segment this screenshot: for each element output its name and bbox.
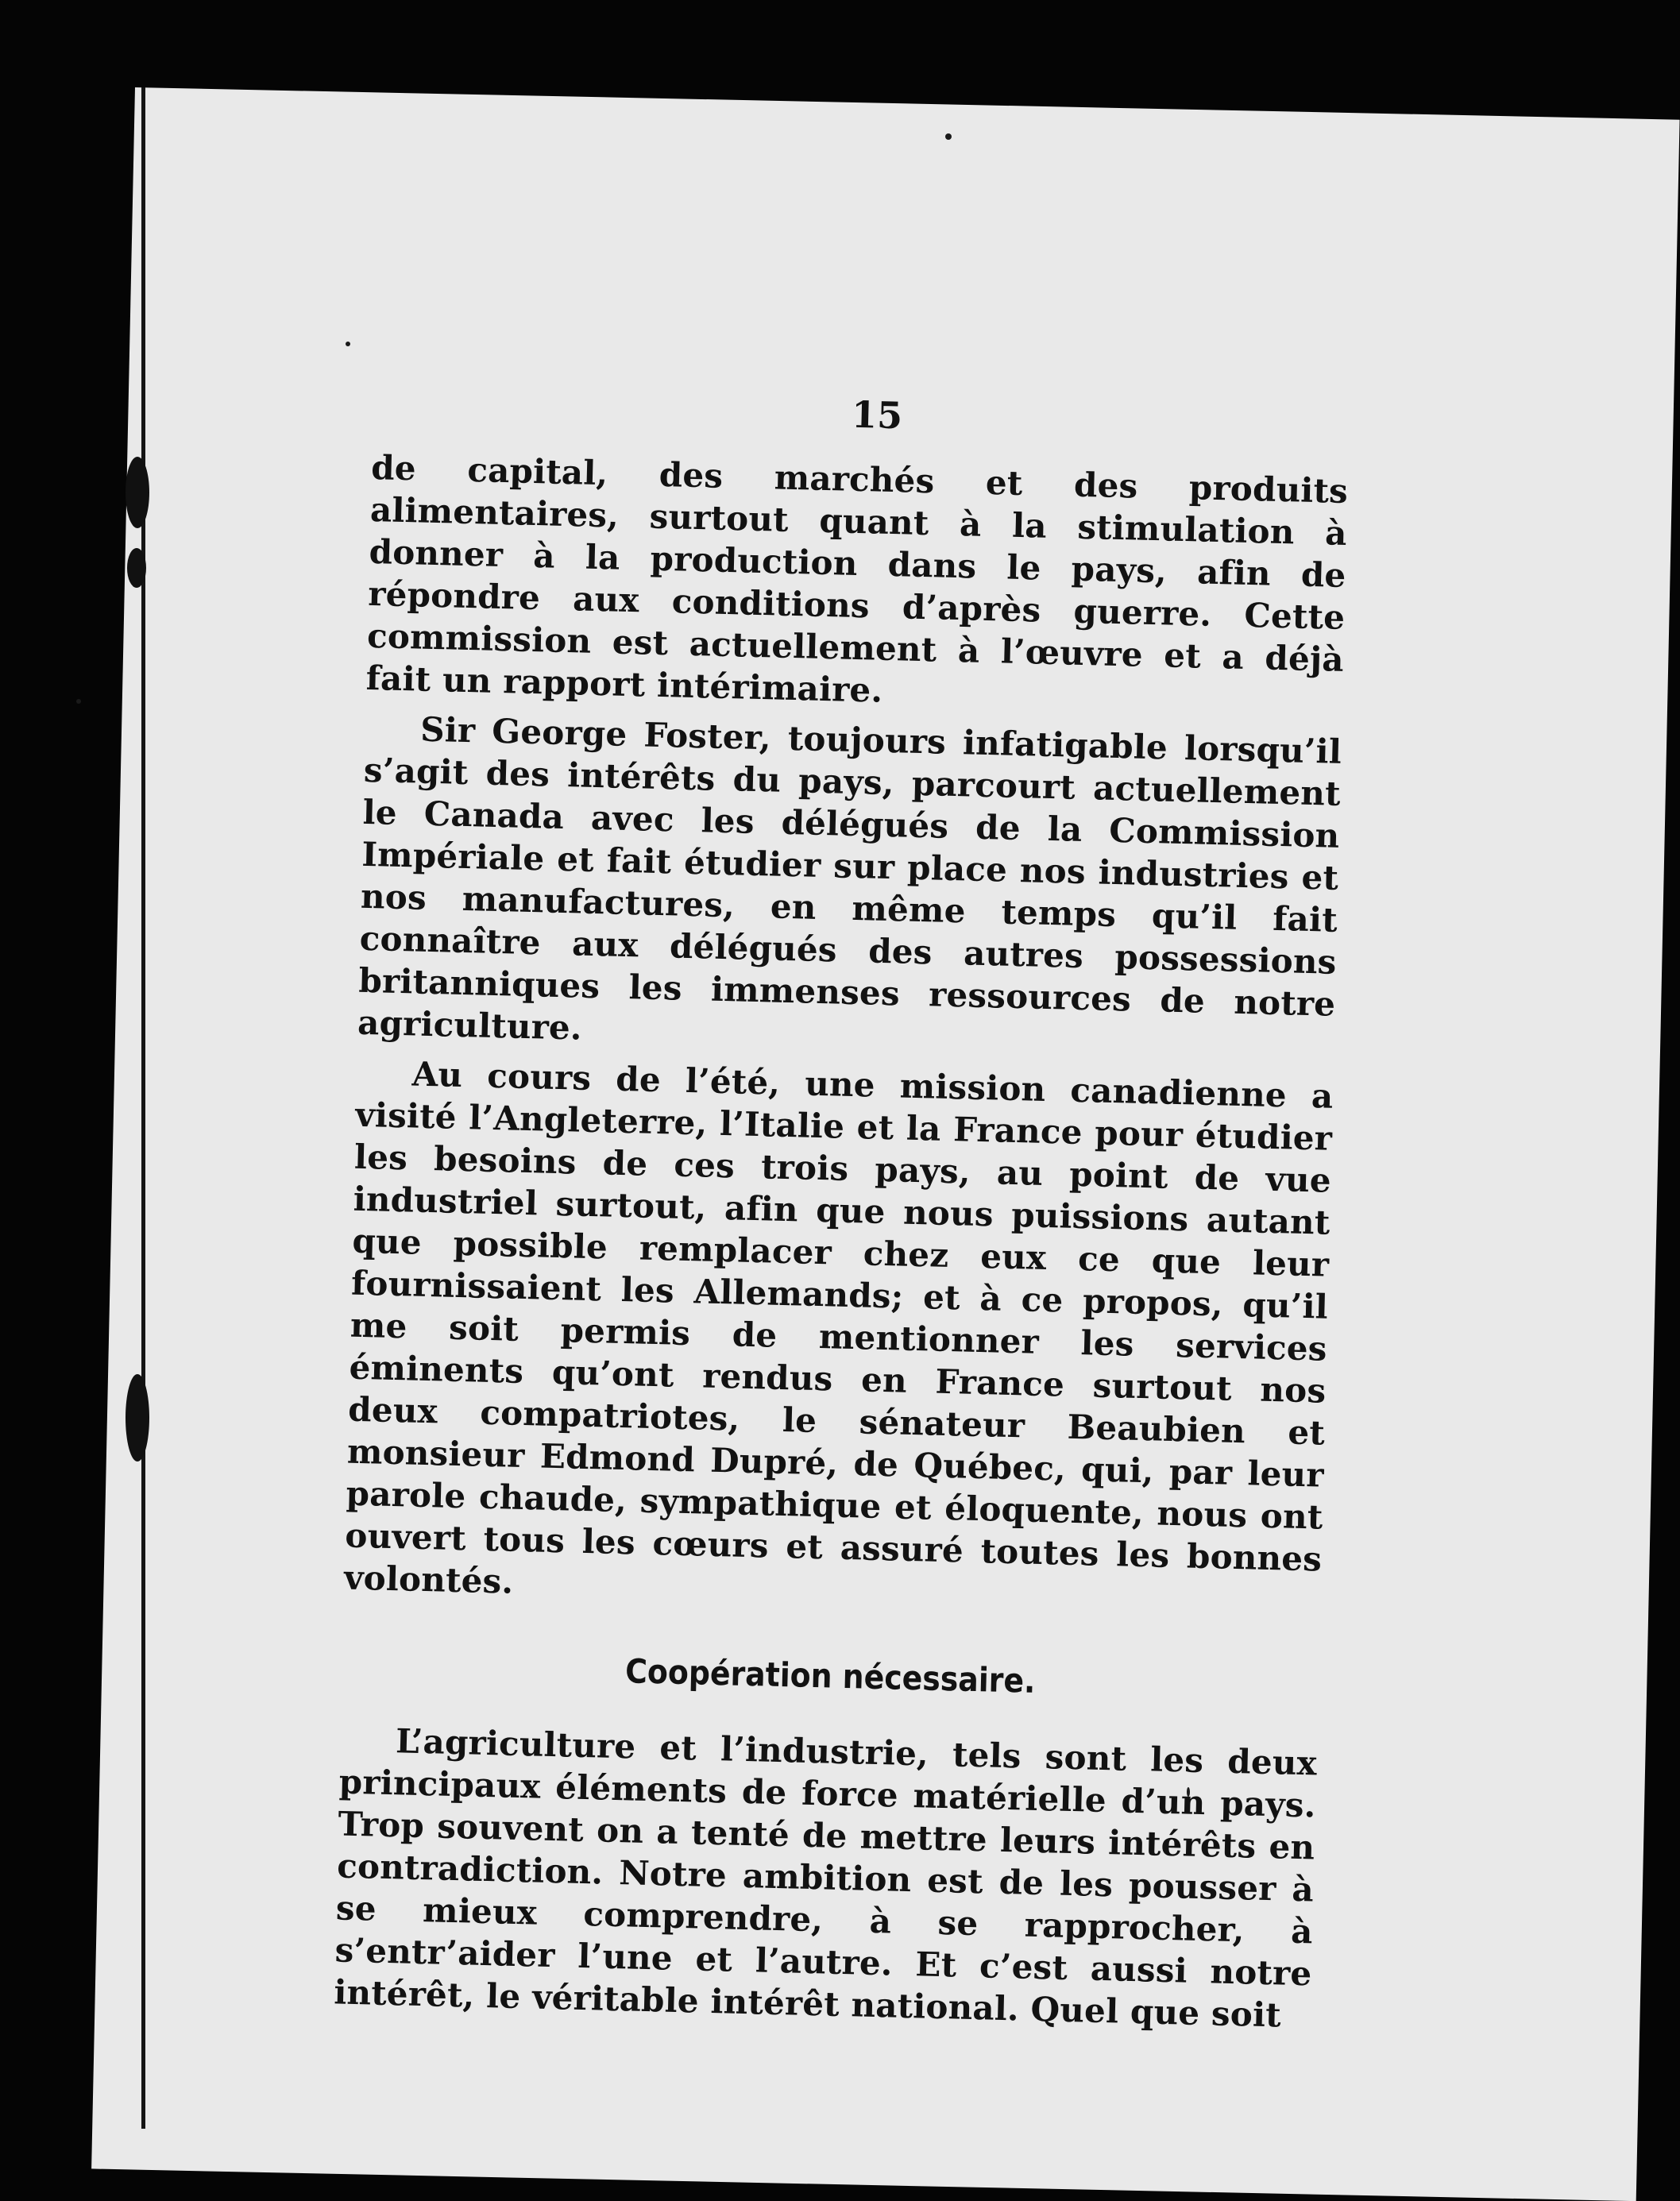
paragraph: de capital, des marchés et des produits alimentaires, surtout quant à la stimulation à donner à la production dans le pays, afin de répondre aux conditions d’après guerre. Cette commission est actuellement à l’œuvre et a déjà fait un rapport intérimaire. bbox=[365, 447, 1349, 710]
ink-blot bbox=[126, 1374, 149, 1462]
section-heading: Coopération nécessaire. bbox=[624, 1651, 1037, 1701]
document-body bbox=[334, 381, 1350, 2045]
dust-speck bbox=[945, 133, 952, 140]
dust-speck bbox=[346, 342, 350, 346]
paragraph: L’agriculture et l’industrie, tels sont les deux principaux éléments de force matérielle d’un pays. Trop souvent on a tenté de mettre leurs intérêts en contradiction. Notre ambition est de les pousser à se mieux comprendre, à se rapprocher, à s’entr’aider l’une et l’autre. Et c’est aussi notre intérêt, le véritable intérêt national. Quel que soit bbox=[333, 1721, 1318, 2035]
ink-blot bbox=[126, 457, 149, 528]
dust-speck bbox=[76, 699, 81, 704]
ink-blot bbox=[127, 548, 146, 588]
paragraph: Sir George Foster, toujours infatigable lorsqu’il s’agit des intérêts du pays, parcourt actuellement le Canada avec les délégués de la Commission Impériale et fait étudier sur place nos industries et nos manufactures, en même temps qu’il fait connaître aux délégués des autres possessions britanniques les immenses ressources de notre agriculture. bbox=[357, 709, 1342, 1048]
page-gutter-line bbox=[141, 87, 145, 2129]
paragraph: Au cours de l’été, une mission canadienne a visité l’Angleterre, l’Italie et la France pour étudier les besoins de ces trois pays, au point de vue industriel surtout, afin que nous puissions autant que possible remplacer chez eux ce que leur fournissaient les Allemands; et à ce propos, qu’il me soit permis de mentionner les services éminents qu’ont rendus en France surtout nos deux compatriotes, le sénateur Beaubien et monsieur Edmond Dupré, de Québec, qui, par leur parole chaude, sympathique et éloquente, nous ont ouvert tous les cœurs et assuré toutes les bonnes volontés. bbox=[343, 1054, 1334, 1601]
page-number: 15 bbox=[851, 392, 903, 438]
